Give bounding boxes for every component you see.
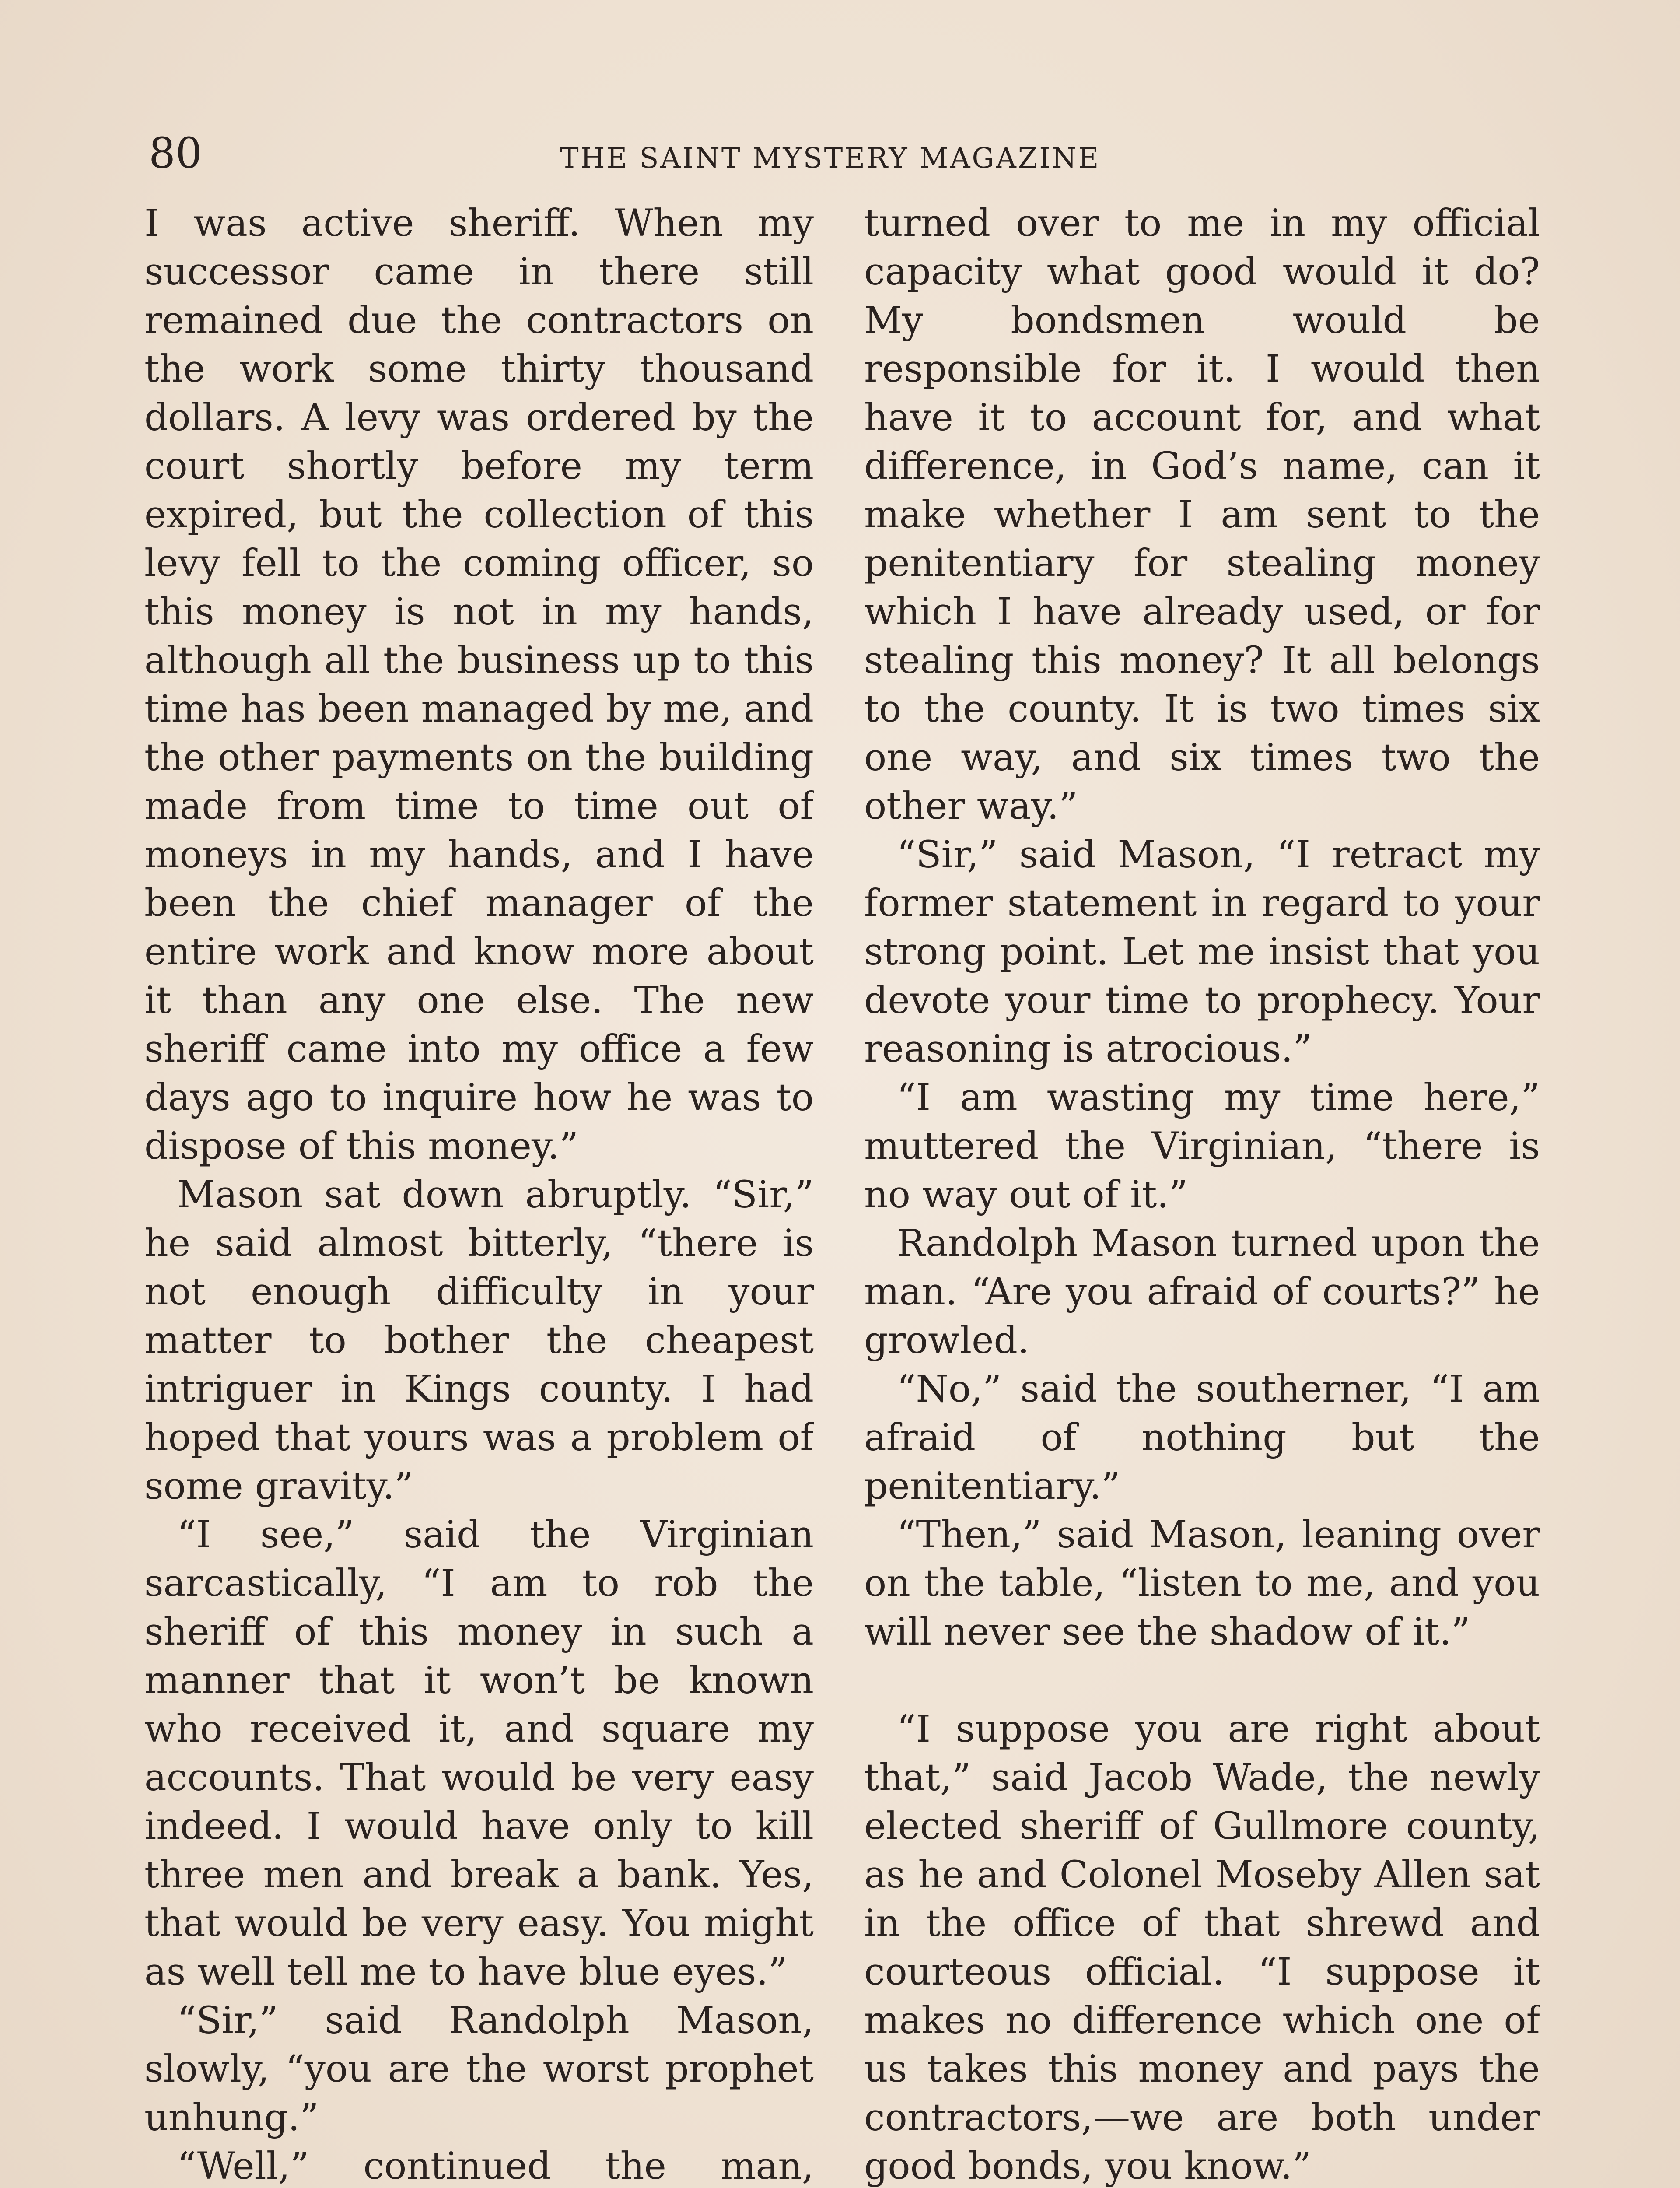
paragraph: Randolph Mason turned upon the man. “Are you afraid of courts?” he growled.	[864, 1222, 1540, 1362]
paragraph: “No,” said the southerner, “I am afraid of nothing but the penitentiary.”	[864, 1368, 1540, 1508]
paragraph: “I am wasting my time here,” muttered the Virginian, “there is no way out of it.”	[864, 1076, 1540, 1217]
paragraph: turned over to me in my official capacity what good would it do? My bondsmen would be responsible for it. I would then have it to account for, and what difference, in God’s name, can it make whether I am sent to the penitentiary for stealing money which I have already used, or for stealing this money? It all belongs to the county. It is two times six one way, and six times two the other way.”	[864, 202, 1540, 828]
paragraph: “Sir,” said Randolph Mason, slowly, “you are the worst prophet unhung.”	[144, 1999, 814, 2139]
page-header	[149, 127, 1549, 188]
paragraph: I was active sheriff. When my successor came in there still remained due the contractors on the work some thirty thousand dollars. A levy was ordered by the court shortly before my term expired, but the collection of this levy fell to the coming officer, so this money is not in my hands, although all the business up to this time has been managed by me, and the other payments on the building made from time to time out of moneys in my hands, and I have been the chief manager of the entire work and know more about it than any one else. The new sheriff came into my office a few days ago to inquire how he was to dispose of this money.”	[144, 202, 814, 1168]
paragraph: “I suppose you are right about that,” said Jacob Wade, the newly elected sheriff of Gullmore county, as he and Colonel Moseby Allen sat in the office of that shrewd and courteous official. “I suppose it makes no difference which one of us takes this money and pays the contractors,—we are both under good bonds, you know.”	[864, 1708, 1540, 2188]
page-number: 80	[149, 129, 203, 178]
paragraph: “I see,” said the Virginian sarcastically, “I am to rob the sheriff of this money in such a manner that it won’t be known who received it, and square my accounts. That would be very easy indeed. I would have only to kill three men and break a bank. Yes, that would be very easy. You might as well tell me to have blue eyes.”	[144, 1513, 814, 1994]
paragraph: “Then,” said Mason, leaning over on the table, “listen to me, and you will never see the shadow of it.”	[864, 1513, 1540, 1654]
left-column	[144, 199, 814, 2188]
right-column	[864, 199, 1540, 2188]
paragraph: Mason sat down abruptly. “Sir,” he said almost bitterly, “there is not enough difficulty in your matter to bother the cheapest intriguer in Kings county. I had hoped that yours was a problem of some gravity.”	[144, 1173, 814, 1508]
paragraph: “Well,” continued the man,	[177, 2145, 814, 2188]
paragraph: “Sir,” said Mason, “I retract my former statement in regard to your strong point. Let me insist that you devote your time to prophecy. Your reasoning is atrocious.”	[864, 833, 1540, 1071]
running-head: THE SAINT MYSTERY MAGAZINE	[560, 142, 1101, 175]
